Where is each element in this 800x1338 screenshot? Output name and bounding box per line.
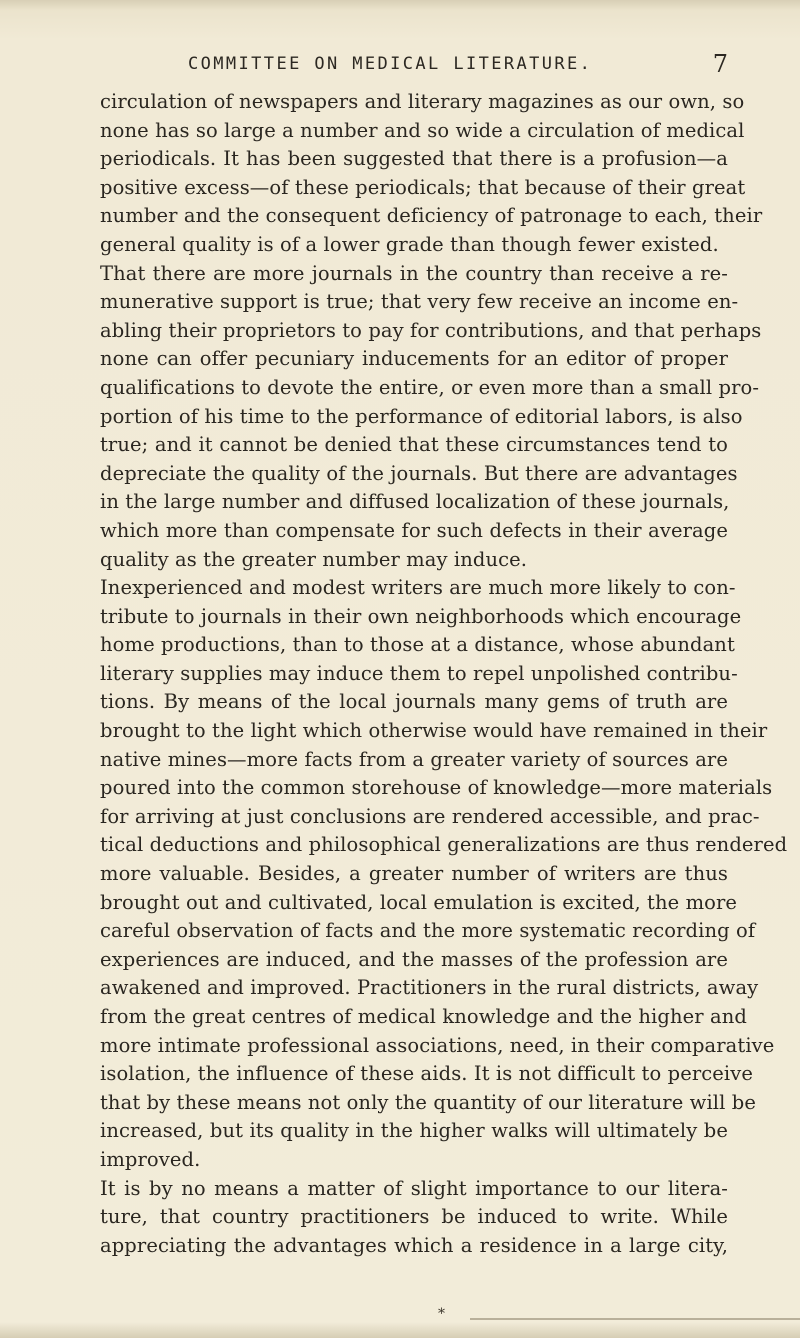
text-line: experiences are induced, and the masses of the profession are bbox=[100, 947, 728, 971]
bottom-rule bbox=[470, 1318, 800, 1320]
text-line: That there are more journals in the country than receive a re- bbox=[100, 261, 728, 285]
text-line: tions. By means of the local journals many gems of truth are bbox=[100, 690, 728, 714]
page-header bbox=[100, 50, 728, 84]
page-number: 7 bbox=[712, 50, 728, 78]
text-line: brought out and cultivated, local emulation is excited, the more bbox=[100, 890, 738, 914]
text-line: awakened and improved. Practitioners in the rural districts, away bbox=[100, 976, 759, 1000]
text-line: which more than compensate for such defects in their average bbox=[100, 518, 728, 542]
text-line: more valuable. Besides, a greater number of writers are thus bbox=[100, 862, 728, 886]
text-line: poured into the common storehouse of knowledge—more materials bbox=[100, 776, 773, 800]
text-line: that by these means not only the quantity of our literature will be bbox=[100, 1090, 756, 1114]
text-line: brought to the light which otherwise would have remained in their bbox=[100, 719, 768, 743]
text-line: increased, but its quality in the higher walks will ultimately be bbox=[100, 1119, 728, 1143]
text-line: ture, that country practitioners be induced to write. While bbox=[100, 1205, 728, 1229]
text-line: home productions, than to those at a distance, whose abundant bbox=[100, 633, 735, 657]
text-line: Inexperienced and modest writers are much more likely to con- bbox=[100, 576, 736, 600]
text-line: native mines—more facts from a greater variety of sources are bbox=[100, 747, 728, 771]
text-line: depreciate the quality of the journals. But there are advantages bbox=[100, 461, 738, 485]
text-line: none has so large a number and so wide a circulation of medical bbox=[100, 118, 745, 142]
text-line: periodicals. It has been suggested that there is a profusion—a bbox=[100, 147, 728, 171]
page-bottom-shadow bbox=[0, 1322, 800, 1338]
text-line: in the large number and diffused localization of these journals, bbox=[100, 490, 730, 514]
text-line: none can offer pecuniary inducements for an editor of proper bbox=[100, 347, 728, 371]
text-line: improved. bbox=[100, 1147, 201, 1171]
signature-mark: * bbox=[438, 1306, 445, 1322]
text-line: number and the consequent deficiency of patronage to each, their bbox=[100, 204, 763, 228]
text-line: true; and it cannot be denied that these circumstances tend to bbox=[100, 433, 728, 457]
text-line: abling their proprietors to pay for contributions, and that perhaps bbox=[100, 318, 762, 342]
text-line: isolation, the influence of these aids. It is not difficult to perceive bbox=[100, 1062, 754, 1086]
page-top-shadow bbox=[0, 0, 800, 10]
text-line: appreciating the advantages which a residence in a large city, bbox=[100, 1233, 728, 1257]
text-line: tribute to journals in their own neighborhoods which encourage bbox=[100, 604, 742, 628]
text-line: qualifications to devote the entire, or even more than a small pro- bbox=[100, 375, 760, 399]
text-line: careful observation of facts and the more systematic recording of bbox=[100, 919, 756, 943]
text-line: more intimate professional associations, need, in their comparative bbox=[100, 1033, 775, 1057]
text-line: It is by no means a matter of slight importance to our litera- bbox=[100, 1176, 728, 1200]
text-line: portion of his time to the performance of editorial labors, is also bbox=[100, 404, 743, 428]
text-line: positive excess—of these periodicals; that because of their great bbox=[100, 175, 746, 199]
text-line: from the great centres of medical knowledge and the higher and bbox=[100, 1005, 747, 1028]
text-line: general quality is of a lower grade than though fewer existed. bbox=[100, 232, 719, 256]
text-line: circulation of newspapers and literary magazines as our own, so bbox=[100, 90, 745, 113]
text-line: for arriving at just conclusions are rendered accessible, and prac- bbox=[100, 804, 760, 828]
running-title: COMMITTEE ON MEDICAL LITERATURE. bbox=[188, 54, 593, 74]
text-line: literary supplies may induce them to repel unpolished contribu- bbox=[100, 661, 738, 685]
text-line: tical deductions and philosophical generalizations are thus rendered bbox=[100, 833, 788, 857]
text-line: quality as the greater number may induce. bbox=[100, 547, 528, 571]
text-line: munerative support is true; that very few receive an income en- bbox=[100, 290, 739, 314]
body-text bbox=[100, 88, 788, 1260]
